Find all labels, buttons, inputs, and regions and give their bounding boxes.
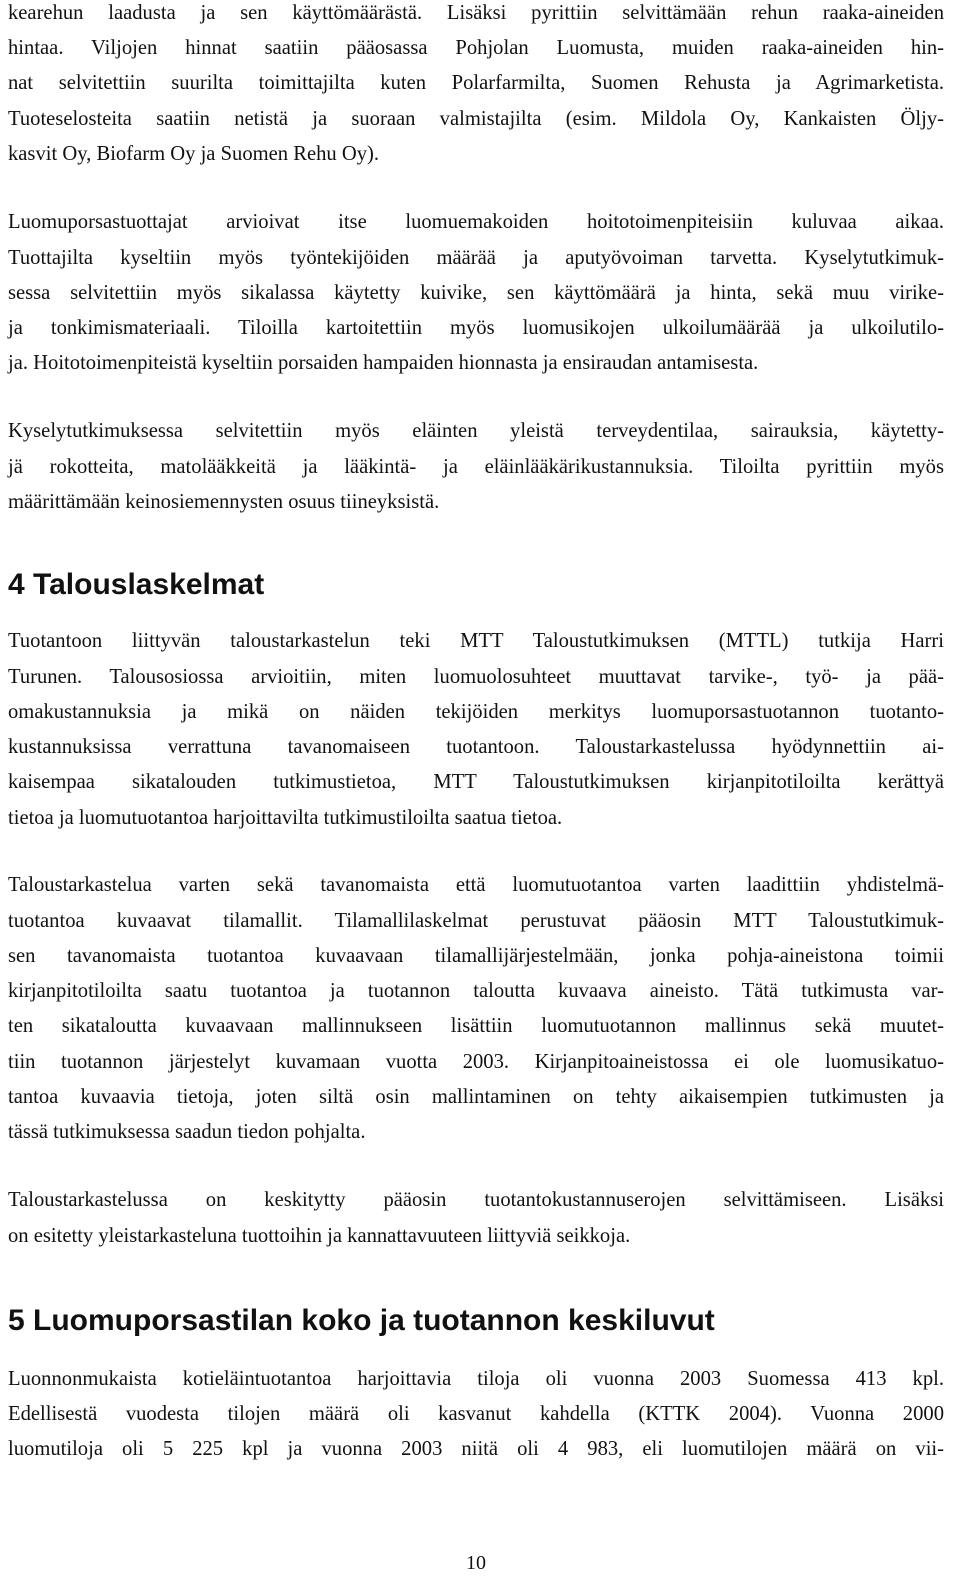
section-heading: 5 Luomuporsastilan koko ja tuotannon keskiluvut [8,1304,715,1337]
paragraph-line: Tuotantoon liittyvän taloustarkastelun teki MTT Taloustutkimuksen (MTTL) tutkija Harri [8,630,944,652]
paragraph-line: sen tavanomaista tuotantoa kuvaavaan tilamallijärjestelmään, jonka pohja-aineistona toimii [8,945,944,967]
paragraph-line: on esitetty yleistarkasteluna tuottoihin ja kannattavuuteen liittyviä seikkoja. [8,1225,631,1247]
paragraph-line: omakustannuksia ja mikä on näiden tekijöiden merkitys luomuporsastuotannon tuotanto- [8,701,944,723]
paragraph-line: luomutiloja oli 5 225 kpl ja vuonna 2003 niitä oli 4 983, eli luomutilojen määrä on vii- [8,1438,944,1460]
paragraph-line: ja tonkimismateriaali. Tiloilla kartoitettiin myös luomusikojen ulkoilumäärää ja ulkoilutilo- [8,317,944,339]
paragraph-line: määrittämään keinosiemennysten osuus tiineyksistä. [8,491,440,513]
paragraph-line: Tuoteselosteita saatiin netistä ja suoraan valmistajilta (esim. Mildola Oy, Kankaisten Öljy- [8,108,944,130]
paragraph-line: tantoa kuvaavia tietoja, joten siltä osin mallintaminen on tehty aikaisempien tutkimusten ja [8,1086,944,1108]
paragraph-line: tietoa ja luomutuotantoa harjoittavilta tutkimustiloilta saatua tietoa. [8,807,563,829]
paragraph-line: Edellisestä vuodesta tilojen määrä oli kasvanut kahdella (KTTK 2004). Vuonna 2000 [8,1403,944,1425]
paragraph-line: kaisempaa sikatalouden tutkimustietoa, MTT Taloustutkimuksen kirjanpitotiloilta kerättyä [8,771,944,793]
paragraph-line: Kyselytutkimuksessa selvitettiin myös eläinten yleistä terveydentilaa, sairauksia, käytetty- [8,420,944,442]
paragraph-line: kearehun laadusta ja sen käyttömäärästä. Lisäksi pyrittiin selvittämään rehun raaka-aineiden [8,2,944,24]
paragraph-line: Taloustarkastelua varten sekä tavanomaista että luomutuotantoa varten laadittiin yhdistelmä- [8,874,944,896]
paragraph-line: ja. Hoitotoimenpiteistä kyseltiin porsaiden hampaiden hionnasta ja ensiraudan antamisesta. [8,352,759,374]
paragraph-line: jä rokotteita, matolääkkeitä ja lääkintä- ja eläinlääkärikustannuksia. Tiloilta pyrittiin myös [8,456,944,478]
paragraph-line: Luonnonmukaista kotieläintuotantoa harjoittavia tiloja oli vuonna 2003 Suomessa 413 kpl. [8,1368,944,1390]
paragraph-line: kirjanpitotiloilta saatu tuotantoa ja tuotannon taloutta kuvaava aineisto. Tätä tutkimusta var- [8,980,944,1002]
paragraph-line: tässä tutkimuksessa saadun tiedon pohjalta. [8,1121,366,1143]
paragraph-line: ten sikataloutta kuvaavaan mallinnukseen lisättiin luomutuotannon mallinnus sekä muutet- [8,1015,944,1037]
paragraph-line: Luomuporsastuottajat arvioivat itse luomuemakoiden hoitotoimenpiteisiin kuluvaa aikaa. [8,211,944,233]
paragraph-line: tuotantoa kuvaavat tilamallit. Tilamallilaskelmat perustuvat pääosin MTT Taloustutkimuk- [8,910,944,932]
paragraph-line: Tuottajilta kyseltiin myös työntekijöiden määrää ja aputyövoiman tarvetta. Kyselytutkimuk- [8,247,944,269]
page-number: 10 [466,1552,486,1574]
paragraph-line: Taloustarkastelussa on keskitytty pääosin tuotantokustannuserojen selvittämiseen. Lisäksi [8,1189,944,1211]
paragraph-line: nat selvitettiin suurilta toimittajilta kuten Polarfarmilta, Suomen Rehusta ja Agrimarketista. [8,72,944,94]
paragraph-line: sessa selvitettiin myös sikalassa käytetty kuivike, sen käyttömäärä ja hinta, sekä muu virike- [8,282,944,304]
paragraph-line: kasvit Oy, Biofarm Oy ja Suomen Rehu Oy). [8,143,380,165]
paragraph-line: hintaa. Viljojen hinnat saatiin pääosassa Pohjolan Luomusta, muiden raaka-aineiden hin- [8,37,944,59]
section-heading: 4 Talouslaskelmat [8,568,265,601]
paragraph-line: kustannuksissa verrattuna tavanomaiseen tuotantoon. Taloustarkastelussa hyödynnettiin ai- [8,736,944,758]
paragraph-line: Turunen. Talousosiossa arvioitiin, miten luomuolosuhteet muuttavat tarvike-, työ- ja pää- [8,666,944,688]
paragraph-line: tiin tuotannon järjestelyt kuvamaan vuotta 2003. Kirjanpitoaineistossa ei ole luomusikatuo- [8,1051,944,1073]
